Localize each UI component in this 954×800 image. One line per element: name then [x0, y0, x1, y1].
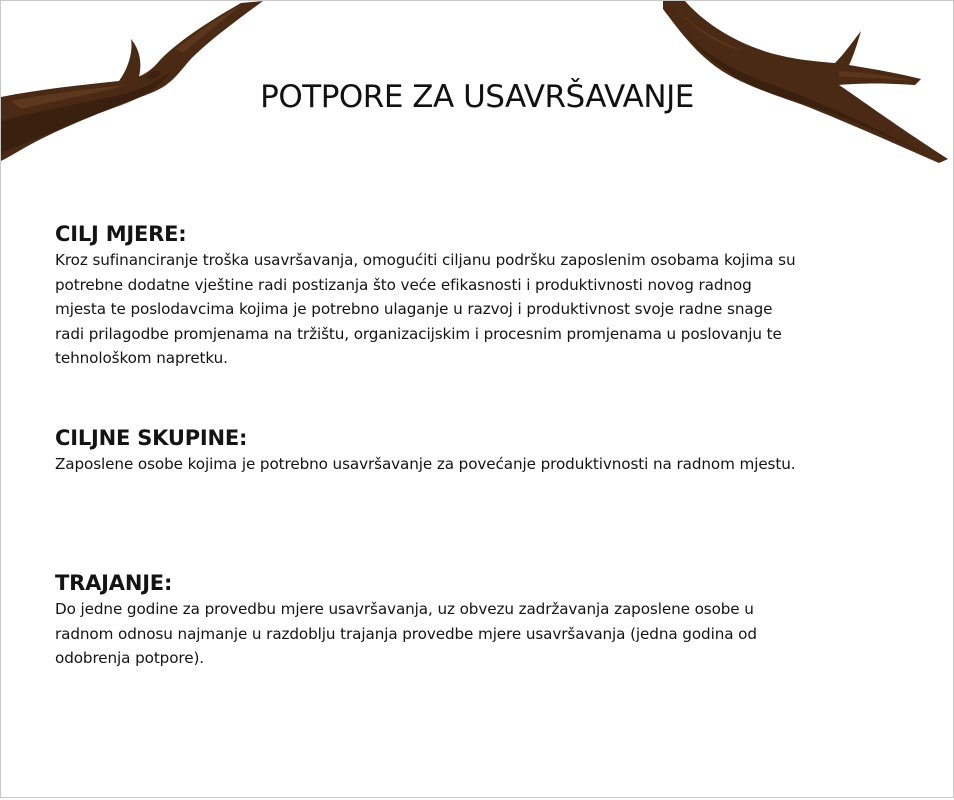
section-heading: TRAJANJE:	[55, 571, 173, 595]
section-ciljne-skupine	[55, 426, 800, 477]
section-text: Do jedne godine za provedbu mjere usavršavanja, uz obvezu zadržavanja zaposlene osobe u radnom odnosu najmanje u razdoblju trajanja provedbe mjere usavršavanja (jedna godina od odobrenja potpore).	[55, 600, 757, 667]
section-trajanje	[55, 571, 800, 671]
page-title: POTPORE ZA USAVRŠAVANJE	[260, 79, 694, 115]
section-text: Kroz sufinanciranje troška usavršavanja, omogućiti ciljanu podršku zaposlenim osobama kojima su potrebne dodatne vještine radi postizanja što veće efikasnosti i produktivnosti novog radnog mjesta te poslodavcima kojima je potrebno ulaganje u razvoj i produktivnost svoje radne snage radi prilagodbe promjenama na tržištu, organizacijskim i procesnim promjenama u poslovanju te tehnološkom napretku.	[55, 251, 796, 367]
section-heading: CILJNE SKUPINE:	[55, 426, 248, 450]
section-cilj-mjere	[55, 222, 800, 371]
section-heading: CILJ MJERE:	[55, 222, 187, 246]
section-text: Zaposlene osobe kojima je potrebno usavršavanje za povećanje produktivnosti na radnom mjestu.	[55, 455, 796, 473]
